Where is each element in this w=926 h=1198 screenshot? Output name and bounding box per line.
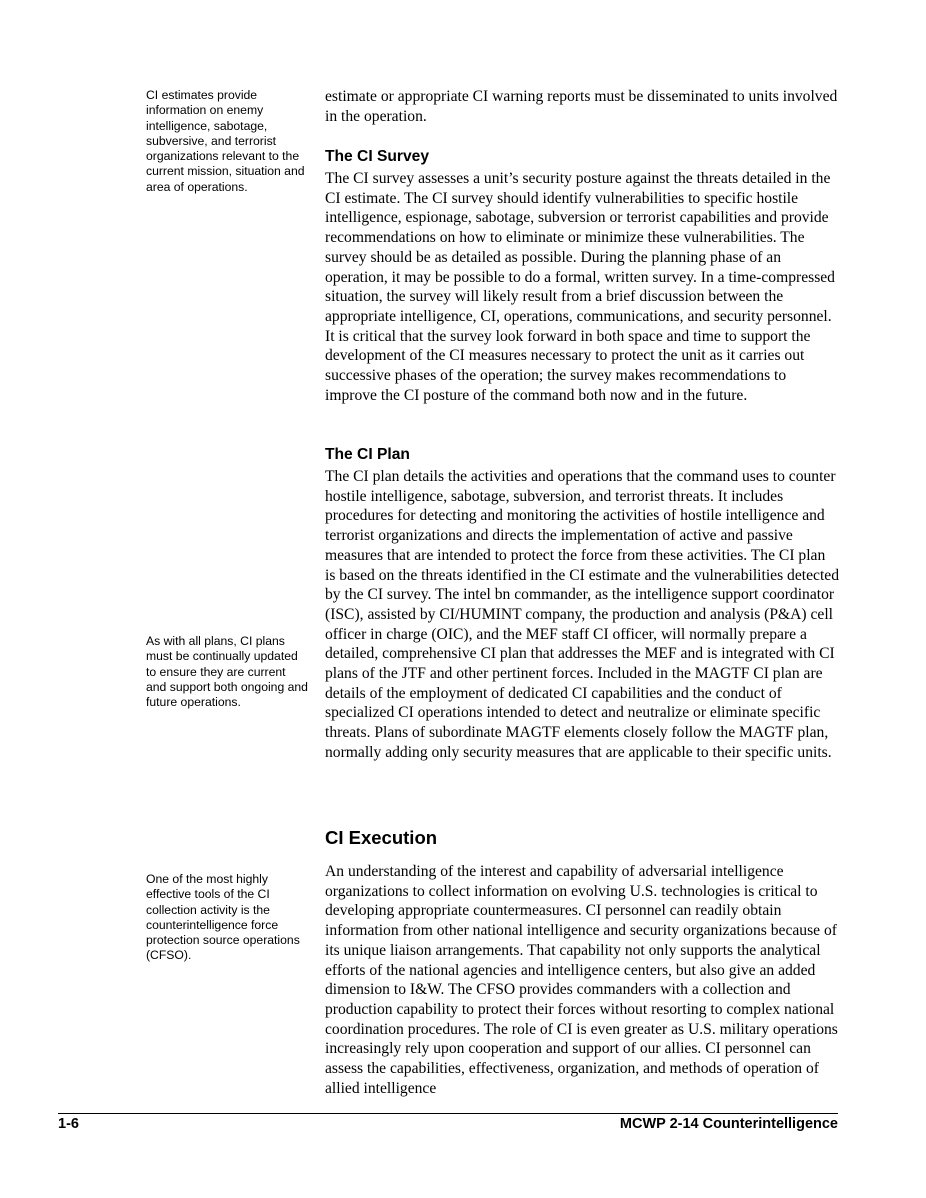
margin-note-ci-estimates: CI estimates provide information on enemy intelligence, sabotage, subversive, and terrorist organizations relevant to the current mission, situation and area of operations. [146,88,305,194]
margin-note-cfso: One of the most highly effective tools of the CI collection activity is the counterintelligence force protection source operations (CFSO). [146,872,300,963]
footer-publication-title: MCWP 2-14 Counterintelligence [619,1116,838,1132]
footer-rule [58,1113,838,1114]
ci-plan-paragraph: The CI plan details the activities and operations that the command uses to counter hostile intelligence, sabotage, subversion, and terrorist threats. It includes procedures for detecting and monitoring the activities of hostile intelligence and terrorist organizations and directs the implementation of active and passive measures that are intended to protect the force from these activities. The CI plan is based on the threats identified in the CI estimate and the vulnerabilities detected by the CI survey. The intel bn commander, as the intelligence support coordinator (ISC), assisted by CI/HUMINT company, the production and analysis (P&A) cell officer in charge (OIC), and the MEF staff CI officer, will normally prepare a detailed, comprehensive CI plan that addresses the MEF and is integrated with CI plans of the JTF and other pertinent forces. Included in the MAGTF CI plan are details of the employment of dedicated CI capabilities and the conduct of specialized CI operations intended to detect and neutralize or eliminate specific threats. Plans of subordinate MAGTF elements closely follow the MAGTF plan, normally adding only security measures that are applicable to their specific units. [325,468,839,761]
continuation-paragraph [325,87,839,126]
margin-note-ci-plans: As with all plans, CI plans must be continually updated to ensure they are current and support both ongoing and future operations. [146,634,308,710]
section-ci-survey [325,169,839,405]
section-ci-execution [325,862,839,1098]
section-ci-plan [325,467,839,763]
heading-ci-plan: The CI Plan [325,446,410,463]
heading-ci-execution: CI Execution [325,827,438,848]
continuation-text: estimate or appropriate CI warning reports must be disseminated to units involved in the operation. [325,88,838,125]
ci-survey-paragraph: The CI survey assesses a unit’s security posture against the threats detailed in the CI estimate. The CI survey should identify vulnerabilities to specific hostile intelligence, espionage, sabotage, subversion or terrorist capabilities and provide recommendations on how to eliminate or minimize these vulnerabilities. The survey should be as detailed as possible. During the planning phase of an operation, it may be possible to do a formal, written survey. In a time-compressed situation, the survey will likely result from a brief discussion between the appropriate intelligence, CI, operations, communications, and security personnel. It is critical that the survey look forward in both space and time to support the development of the CI measures necessary to protect the unit as it carries out successive phases of the operation; the survey makes recommendations to improve the CI posture of the command both now and in the future. [325,170,835,404]
footer-page-number: 1-6 [58,1116,79,1132]
ci-execution-paragraph: An understanding of the interest and capability of adversarial intelligence organizations to collect information on evolving U.S. technologies is critical to developing appropriate countermeasures. CI personnel can readily obtain information from other national intelligence and security organizations because of its unique liaison arrangements. That capability not only supports the analytical efforts of the national agencies and intelligence centers, but also give an added dimension to I&W. The CFSO provides commanders with a collection and production capability to protect their forces without resorting to complex national coordination procedures. The role of CI is even greater as U.S. military operations increasingly rely upon cooperation and support of our allies. CI personnel can assess the capabilities, effectiveness, organization, and methods of operation of allied intelligence [325,863,838,1097]
heading-ci-survey: The CI Survey [325,148,429,165]
